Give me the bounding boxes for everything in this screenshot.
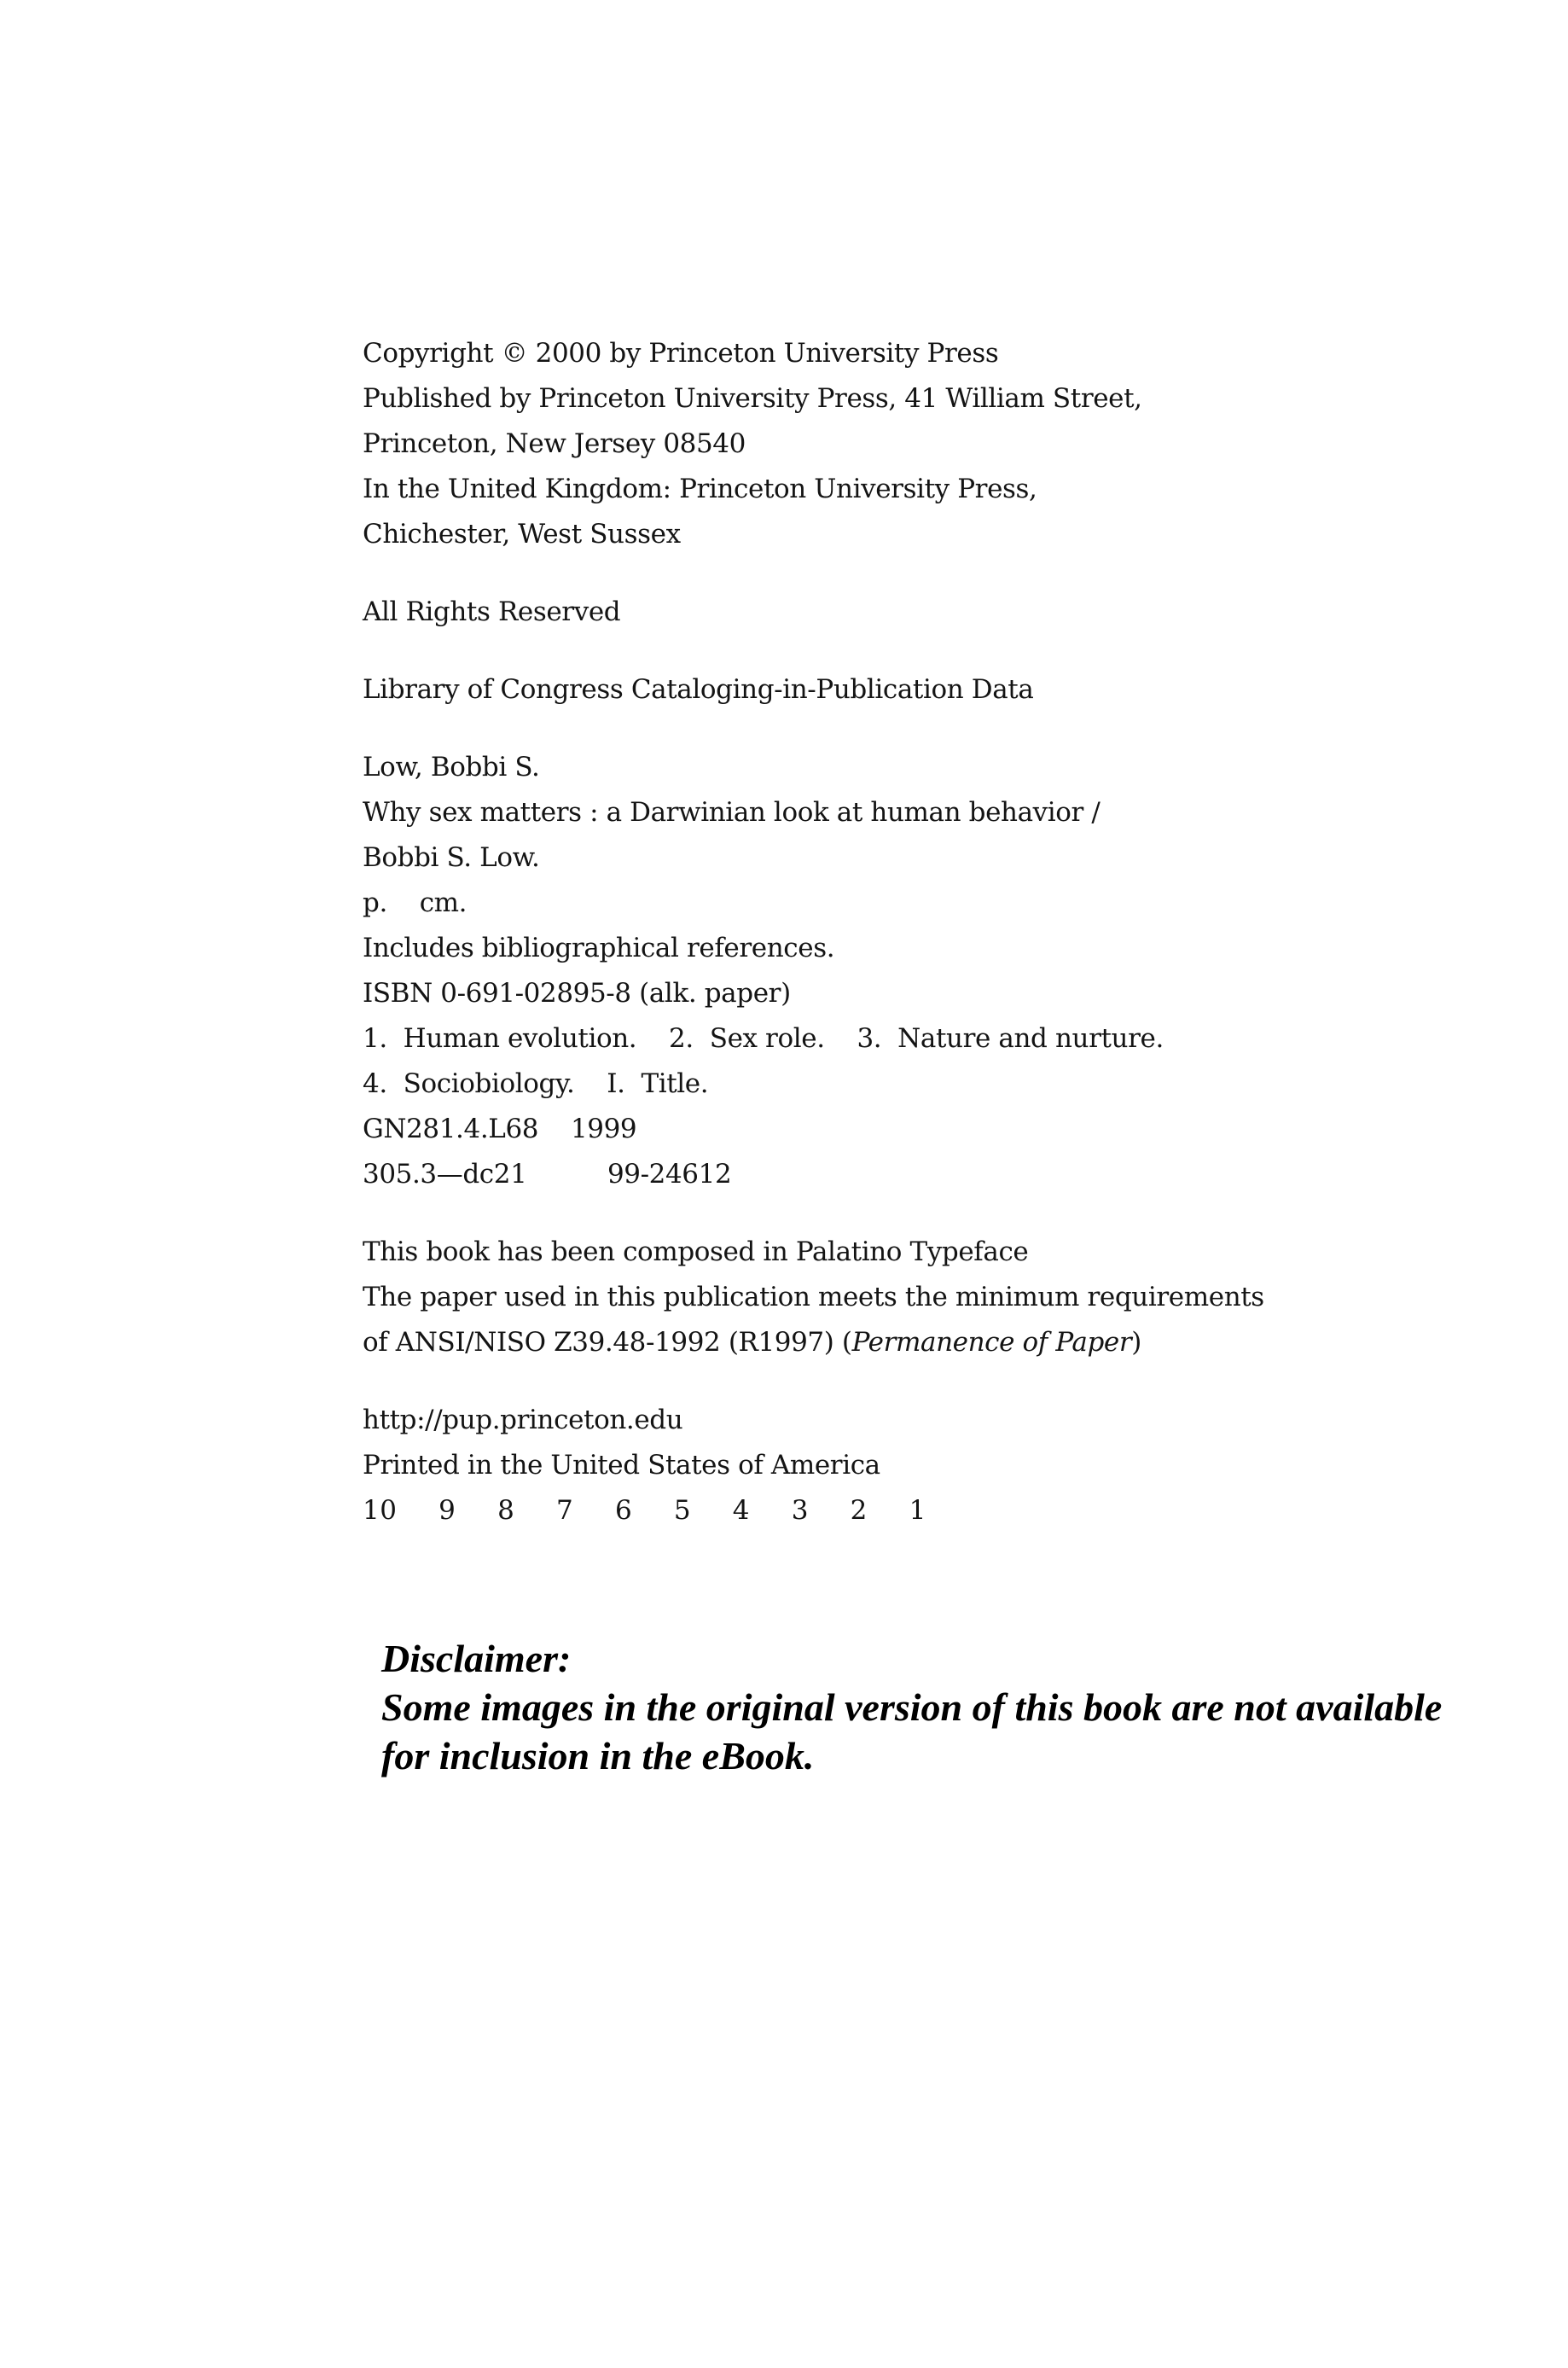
spacer [363,557,1472,590]
cip-dewey: 305.3—dc21 99-24612 [363,1159,732,1190]
typeface-note: This book has been composed in Palatino Typeface [363,1236,1029,1267]
composition-note [363,1230,1472,1365]
disclaimer-block [381,1634,1490,1780]
copyright-line: Copyright © 2000 by Princeton University Press [363,338,999,369]
rights-statement: All Rights Reserved [363,596,621,627]
publisher-address-line: Princeton, New Jersey 08540 [363,428,746,459]
paper-note-line-2 [363,1320,1472,1365]
imprint-block [363,331,1472,1533]
cip-subjects-line-2: 4. Sociobiology. I. Title. [363,1068,709,1099]
uk-address-line: Chichester, West Sussex [363,519,681,550]
publisher-line: Published by Princeton University Press, 41 William Street, [363,383,1142,414]
uk-publisher-line: In the United Kingdom: Princeton University Press, [363,474,1037,504]
printing-numbers: 10 9 8 7 6 5 4 3 2 1 [363,1495,926,1526]
spacer [363,635,1472,667]
cip-title-line-1: Why sex matters : a Darwinian look at human behavior / [363,797,1101,828]
disclaimer-text: Some images in the original version of this book are not available for inclusion in the eBook. [381,1685,1443,1777]
cip-subjects-line-1: 1. Human evolution. 2. Sex role. 3. Nature and nurture. [363,1023,1164,1054]
publisher-url: http://pup.princeton.edu [363,1405,683,1435]
cip-heading: Library of Congress Cataloging-in-Publication Data [363,674,1034,705]
cip-pagination: p. cm. [363,887,467,918]
cip-title-line-2: Bobbi S. Low. [363,842,540,873]
disclaimer-heading: Disclaimer: [381,1637,572,1680]
spacer [363,713,1472,745]
cip-author: Low, Bobbi S. [363,752,540,783]
printed-in-note: Printed in the United States of America [363,1450,880,1481]
cip-lc-class: GN281.4.L68 1999 [363,1114,637,1144]
paper-note-prefix: of ANSI/NISO Z39.48-1992 (R1997) ( [363,1327,852,1358]
spacer [363,1197,1472,1230]
copyright-notice [363,331,1472,557]
paper-note-italic: Permanence of Paper [851,1327,1132,1358]
cip-record [363,745,1472,1197]
cip-bibliography-note: Includes bibliographical references. [363,933,835,963]
paper-note-suffix: ) [1131,1327,1141,1358]
spacer [363,1365,1472,1398]
paper-note-line-1: The paper used in this publication meets the minimum requirements [363,1282,1264,1312]
cip-isbn: ISBN 0-691-02895-8 (alk. paper) [363,978,791,1009]
imprint-footer [363,1398,1472,1533]
